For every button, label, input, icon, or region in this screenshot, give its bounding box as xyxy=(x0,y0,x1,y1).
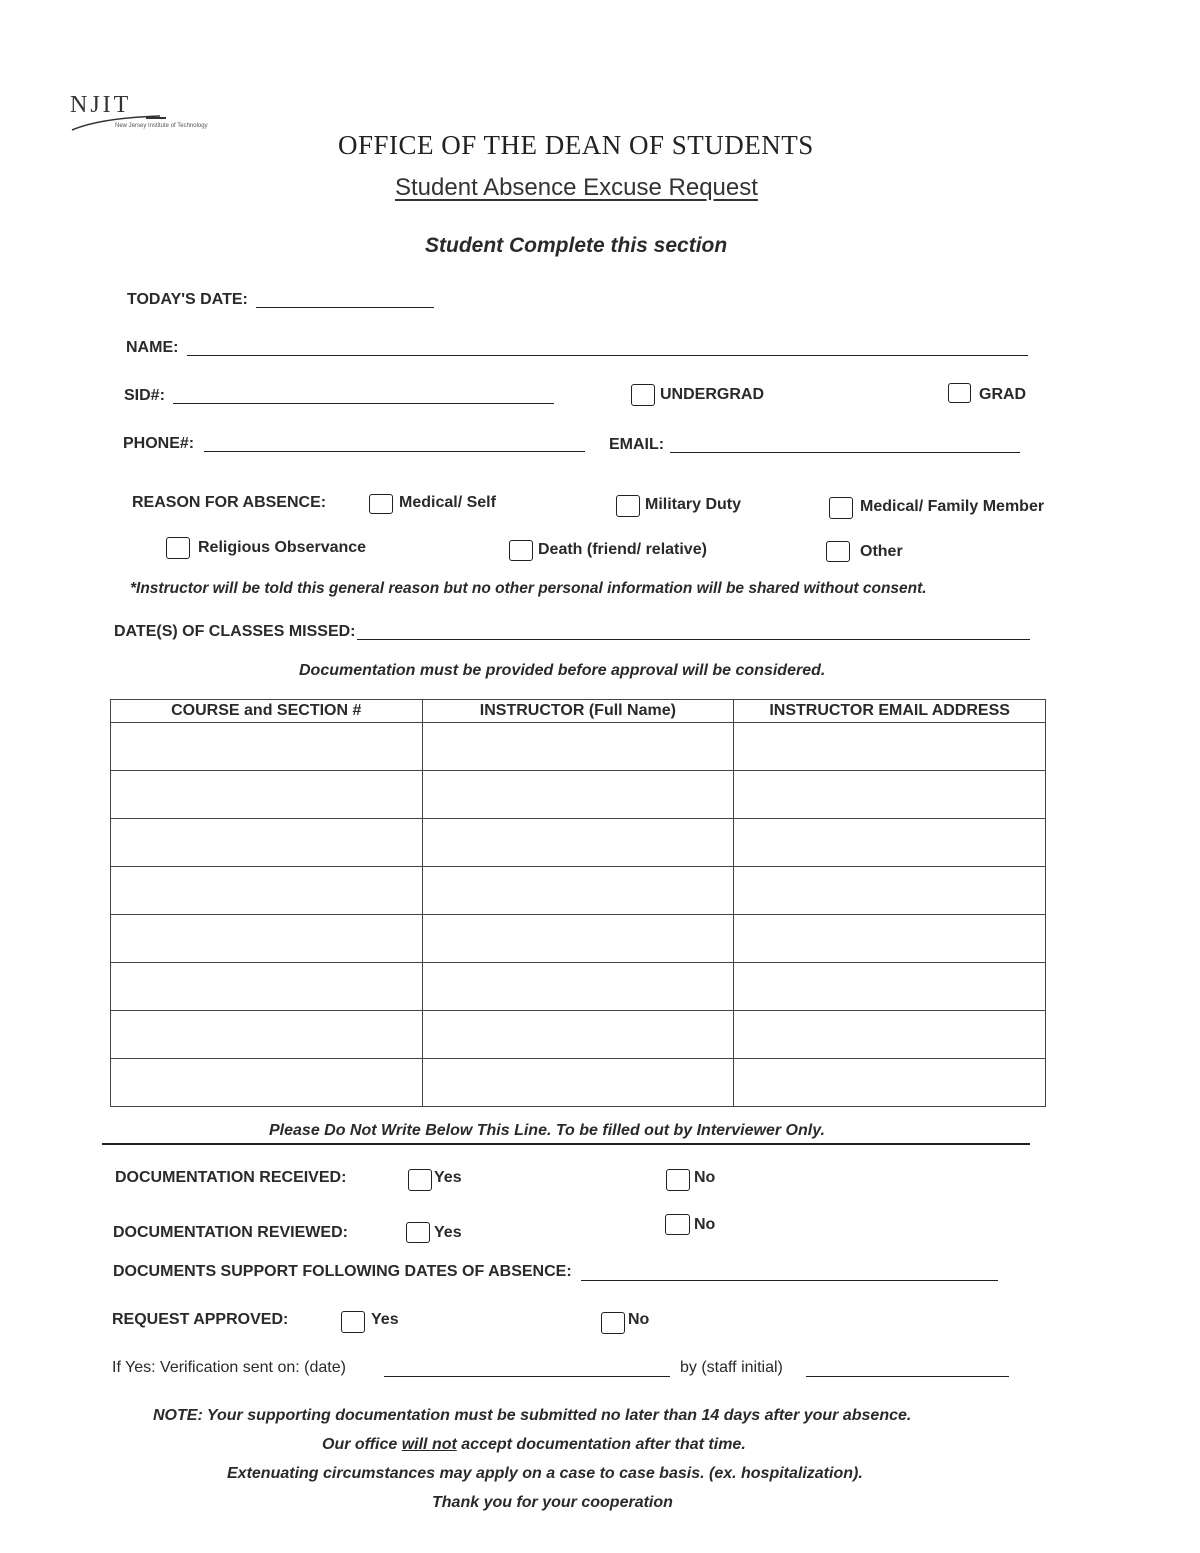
course-cell[interactable] xyxy=(111,771,423,819)
footer-note-1: NOTE: Your supporting documentation must be submitted no later than 14 days after your absence. xyxy=(153,1407,912,1424)
course-cell[interactable] xyxy=(111,915,423,963)
instructor-cell[interactable] xyxy=(422,963,734,1011)
doc-received-no-label: No xyxy=(694,1169,716,1186)
sid-label: SID#: xyxy=(124,387,165,404)
email-cell[interactable] xyxy=(734,1011,1046,1059)
todays-date-label: TODAY'S DATE: xyxy=(127,291,248,308)
name-field[interactable] xyxy=(187,355,1028,356)
instructor-cell[interactable] xyxy=(422,915,734,963)
table-row xyxy=(111,1059,1046,1107)
table-row xyxy=(111,723,1046,771)
footer-note-4: Thank you for your cooperation xyxy=(432,1494,673,1511)
reason-label: REASON FOR ABSENCE: xyxy=(132,494,327,511)
instructor-cell[interactable] xyxy=(422,867,734,915)
logo-subtext: New Jersey Institute of Technology xyxy=(115,123,208,129)
doc-received-no-checkbox[interactable] xyxy=(666,1169,690,1191)
death-checkbox[interactable] xyxy=(509,540,533,561)
table-row xyxy=(111,771,1046,819)
instructor-cell[interactable] xyxy=(422,1011,734,1059)
medical-family-checkbox[interactable] xyxy=(829,497,853,519)
table-row xyxy=(111,867,1046,915)
death-label: Death (friend/ relative) xyxy=(538,541,707,558)
column-header-instructor: INSTRUCTOR (Full Name) xyxy=(422,700,734,723)
approved-label: REQUEST APPROVED: xyxy=(112,1311,289,1328)
interviewer-instruction: Please Do Not Write Below This Line. To be filled out by Interviewer Only. xyxy=(269,1122,825,1139)
footer-note-2-after: accept documentation after that time. xyxy=(456,1436,746,1453)
military-duty-label: Military Duty xyxy=(645,496,742,513)
footer-note-2-before: Our office xyxy=(322,1436,402,1453)
course-cell[interactable] xyxy=(111,867,423,915)
military-duty-checkbox[interactable] xyxy=(616,495,640,517)
approved-no-checkbox[interactable] xyxy=(601,1312,625,1334)
doc-received-label: DOCUMENTATION RECEIVED: xyxy=(115,1169,347,1186)
other-checkbox[interactable] xyxy=(826,541,850,562)
classes-missed-label: DATE(S) OF CLASSES MISSED: xyxy=(114,623,356,640)
table-row xyxy=(111,819,1046,867)
undergrad-label: UNDERGRAD xyxy=(660,386,764,403)
doc-reviewed-no-checkbox[interactable] xyxy=(665,1214,690,1235)
footer-note-2-emphasis: will not xyxy=(401,1436,457,1453)
approved-no-label: No xyxy=(628,1311,650,1328)
email-field[interactable] xyxy=(670,452,1020,453)
classes-missed-field[interactable] xyxy=(357,639,1030,640)
phone-field[interactable] xyxy=(204,451,585,452)
instructor-cell[interactable] xyxy=(422,723,734,771)
doc-reviewed-yes-checkbox[interactable] xyxy=(406,1222,430,1243)
logo-text: NJIT xyxy=(70,92,132,118)
footer-note-3: Extenuating circumstances may apply on a case to case basis. (ex. hospitalization). xyxy=(227,1465,863,1482)
doc-reviewed-label: DOCUMENTATION REVIEWED: xyxy=(113,1224,348,1241)
form-title: Student Absence Excuse Request xyxy=(395,174,758,201)
instructor-cell[interactable] xyxy=(422,1059,734,1107)
doc-received-yes-checkbox[interactable] xyxy=(408,1169,432,1191)
supports-dates-label: DOCUMENTS SUPPORT FOLLOWING DATES OF ABSENCE: xyxy=(113,1263,572,1280)
other-label: Other xyxy=(860,543,903,560)
documentation-note: Documentation must be provided before approval will be considered. xyxy=(299,662,826,679)
supports-dates-field[interactable] xyxy=(581,1280,998,1281)
doc-reviewed-yes-label: Yes xyxy=(434,1224,462,1241)
staff-initial-label: by (staff initial) xyxy=(680,1359,783,1376)
todays-date-field[interactable] xyxy=(256,307,434,308)
doc-received-yes-label: Yes xyxy=(434,1169,462,1186)
approved-yes-checkbox[interactable] xyxy=(341,1311,365,1333)
email-label: EMAIL: xyxy=(609,436,665,453)
name-label: NAME: xyxy=(126,339,179,356)
phone-label: PHONE#: xyxy=(123,435,195,452)
office-title: OFFICE OF THE DEAN OF STUDENTS xyxy=(338,130,814,160)
column-header-email: INSTRUCTOR EMAIL ADDRESS xyxy=(734,700,1046,723)
religious-label: Religious Observance xyxy=(198,539,367,556)
instructor-cell[interactable] xyxy=(422,771,734,819)
undergrad-checkbox[interactable] xyxy=(631,384,655,406)
email-cell[interactable] xyxy=(734,963,1046,1011)
table-row xyxy=(111,1011,1046,1059)
medical-family-label: Medical/ Family Member xyxy=(860,498,1045,515)
email-cell[interactable] xyxy=(734,1059,1046,1107)
sid-field[interactable] xyxy=(173,403,554,404)
doc-reviewed-no-label: No xyxy=(694,1216,716,1233)
approved-yes-label: Yes xyxy=(371,1311,399,1328)
email-cell[interactable] xyxy=(734,723,1046,771)
section-heading: Student Complete this section xyxy=(425,234,728,257)
medical-self-label: Medical/ Self xyxy=(399,494,496,511)
course-table xyxy=(110,699,1046,1107)
verification-label: If Yes: Verification sent on: (date) xyxy=(112,1359,346,1376)
verification-date-field[interactable] xyxy=(384,1376,670,1377)
table-row xyxy=(111,915,1046,963)
njit-logo xyxy=(70,92,240,140)
email-cell[interactable] xyxy=(734,819,1046,867)
staff-initial-field[interactable] xyxy=(806,1376,1009,1377)
course-cell[interactable] xyxy=(111,723,423,771)
email-cell[interactable] xyxy=(734,915,1046,963)
instructor-cell[interactable] xyxy=(422,819,734,867)
reason-note: *Instructor will be told this general reason but no other personal information will be shared without consent. xyxy=(130,580,927,597)
course-cell[interactable] xyxy=(111,963,423,1011)
grad-label: GRAD xyxy=(979,386,1027,403)
course-cell[interactable] xyxy=(111,1059,423,1107)
email-cell[interactable] xyxy=(734,867,1046,915)
course-cell[interactable] xyxy=(111,819,423,867)
section-divider xyxy=(102,1143,1030,1145)
grad-checkbox[interactable] xyxy=(948,383,971,403)
column-header-course: COURSE and SECTION # xyxy=(111,700,423,723)
footer-note-2 xyxy=(322,1436,746,1454)
course-cell[interactable] xyxy=(111,1011,423,1059)
religious-checkbox[interactable] xyxy=(166,537,190,559)
medical-self-checkbox[interactable] xyxy=(369,494,393,514)
email-cell[interactable] xyxy=(734,771,1046,819)
table-row xyxy=(111,963,1046,1011)
